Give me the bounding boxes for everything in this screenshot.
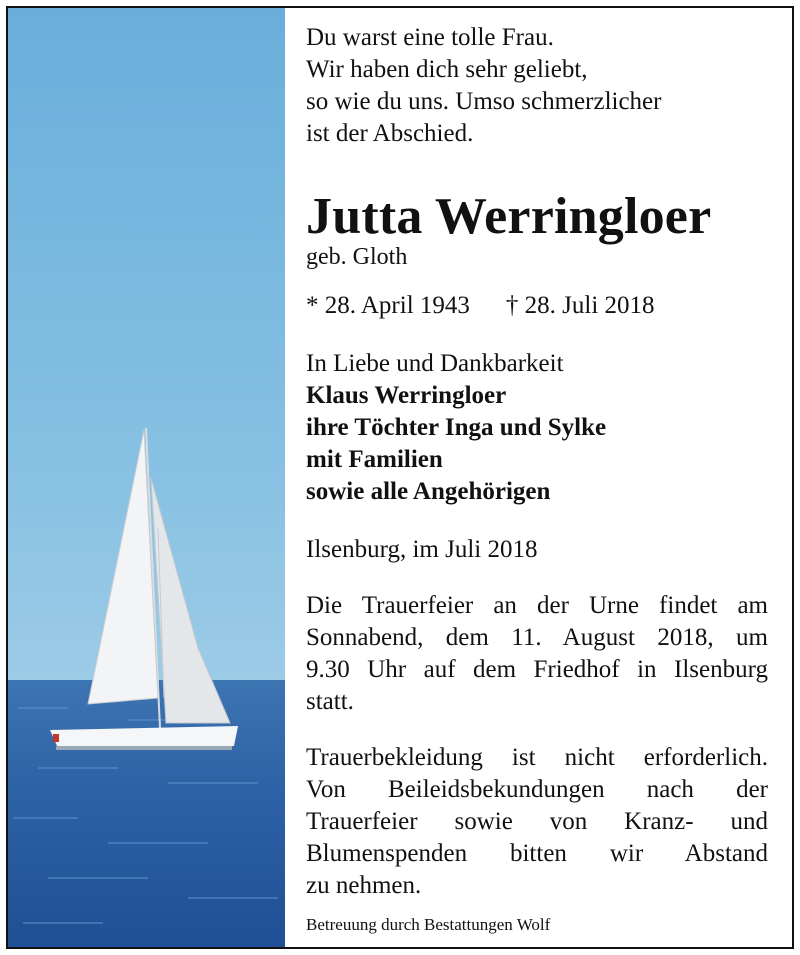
birth-name: geb. Gloth bbox=[306, 244, 408, 270]
ceremony-line: statt. bbox=[306, 688, 354, 715]
poem-line: Wir haben dich sehr geliebt, bbox=[306, 56, 588, 83]
birth-date: * 28. April 1943 bbox=[306, 292, 470, 319]
poem-line: ist der Abschied. bbox=[306, 120, 474, 147]
notice-line: zu nehmen. bbox=[306, 872, 422, 899]
mourners-intro: In Liebe und Dankbarkeit bbox=[306, 350, 564, 377]
mourner-line: sowie alle Angehörigen bbox=[306, 478, 551, 505]
ceremony-info bbox=[306, 590, 768, 718]
poem-line: Du warst eine tolle Frau. bbox=[306, 24, 554, 51]
deceased-name: Jutta Werringloer bbox=[306, 188, 712, 245]
mourner-line: ihre Töchter Inga und Sylke bbox=[306, 414, 607, 441]
mourners bbox=[306, 348, 768, 508]
notice-line: Trauerbekleidung ist nicht erforderlich. bbox=[306, 744, 768, 771]
place-date: Ilsenburg, im Juli 2018 bbox=[306, 536, 538, 563]
mourning-notice bbox=[306, 742, 768, 902]
poem bbox=[306, 22, 768, 150]
obituary-text bbox=[306, 22, 768, 936]
sailboat-photo bbox=[8, 8, 285, 947]
ceremony-line: 9.30 Uhr auf dem Friedhof in Ilsenburg bbox=[306, 656, 768, 683]
life-dates bbox=[306, 290, 768, 322]
ceremony-line: Sonnabend, dem 11. August 2018, um bbox=[306, 624, 768, 651]
notice-line: Trauerfeier sowie von Kranz- und bbox=[306, 808, 768, 835]
mourner-line: Klaus Werringloer bbox=[306, 382, 507, 409]
death-date: † 28. Juli 2018 bbox=[505, 292, 655, 319]
poem-line: so wie du uns. Umso schmerzlicher bbox=[306, 88, 662, 115]
notice-line: Von Beileidsbekundungen nach der bbox=[306, 776, 768, 803]
mourner-line: mit Familien bbox=[306, 446, 443, 473]
funeral-home-credit: Betreuung durch Bestattungen Wolf bbox=[306, 915, 551, 934]
ceremony-line: Die Trauerfeier an der Urne findet am bbox=[306, 592, 768, 619]
notice-line: Blumenspenden bitten wir Abstand bbox=[306, 840, 768, 867]
